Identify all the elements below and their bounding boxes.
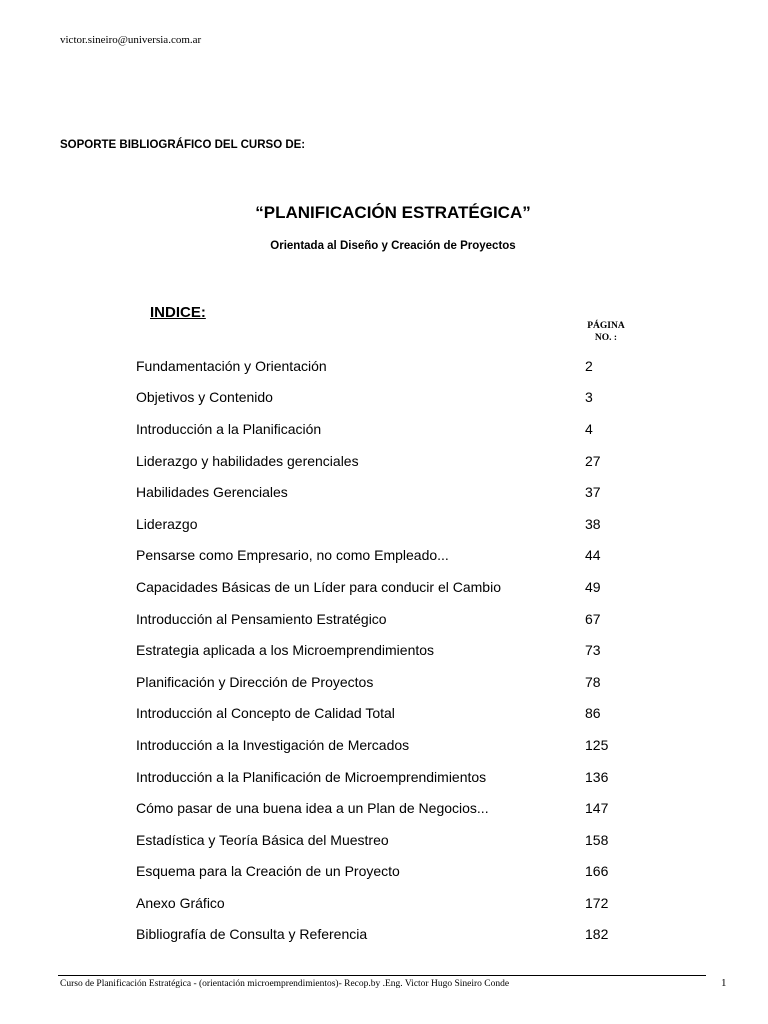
- toc-entry: [136, 856, 636, 888]
- toc-entry: [136, 698, 636, 730]
- toc-entry: [136, 445, 636, 477]
- author-email: victor.sineiro@universia.com.ar: [60, 34, 202, 46]
- toc-entry-title: Introducción a la Investigación de Mercados: [136, 736, 410, 753]
- toc-entry-page: 86: [585, 705, 601, 722]
- toc-entry: [136, 508, 636, 540]
- toc-entry-page: 172: [585, 894, 609, 911]
- toc-entry: [136, 350, 636, 382]
- support-heading: SOPORTE BIBLIOGRÁFICO DEL CURSO DE:: [60, 139, 306, 151]
- page-number: 1: [721, 977, 727, 989]
- toc-entry-page: 67: [585, 610, 601, 627]
- toc-entry-page: 78: [585, 673, 601, 690]
- document-subtitle: Orientada al Diseño y Creación de Proyectos: [270, 240, 516, 252]
- toc-entry-title: Introducción al Pensamiento Estratégico: [136, 610, 387, 627]
- toc-entry-page: 3: [585, 389, 593, 406]
- toc-entry-title: Liderazgo: [136, 515, 198, 532]
- toc-entry: [136, 666, 636, 698]
- index-heading: INDICE:: [150, 304, 206, 321]
- toc-entry-title: Esquema para la Creación de un Proyecto: [136, 863, 400, 880]
- toc-entry-page: 2: [585, 357, 593, 374]
- toc-entry-title: Introducción a la Planificación de Microemprendimientos: [136, 768, 487, 785]
- toc-entry-title: Cómo pasar de una buena idea a un Plan de Negocios...: [136, 800, 489, 817]
- page-column-header: [574, 320, 638, 344]
- toc-entry-title: Estadística y Teoría Básica del Muestreo: [136, 831, 389, 848]
- toc-entry: [136, 382, 636, 414]
- document-title: “PLANIFICACIÓN ESTRATÉGICA”: [255, 203, 531, 222]
- toc-entry-title: Habilidades Gerenciales: [136, 484, 288, 501]
- toc-entry-page: 44: [585, 547, 601, 564]
- toc-entry-title: Bibliografía de Consulta y Referencia: [136, 926, 368, 943]
- toc-entry-title: Estrategia aplicada a los Microemprendimientos: [136, 642, 435, 659]
- toc-entry-title: Liderazgo y habilidades gerenciales: [136, 452, 359, 469]
- toc-entry: [136, 540, 636, 572]
- toc-entry: [136, 919, 636, 951]
- page-column-header-line2: NO. :: [594, 333, 618, 343]
- toc-entry-page: 147: [585, 800, 609, 817]
- toc-entry: [136, 413, 636, 445]
- toc-entry-page: 182: [585, 926, 609, 943]
- toc-entry-title: Anexo Gráfico: [136, 894, 225, 911]
- toc-entry-page: 4: [585, 420, 593, 437]
- toc-entry: [136, 887, 636, 919]
- footer-text: Curso de Planificación Estratégica - (orientación microemprendimientos)- Recop.by .Eng. Victor Hugo Sineiro Conde: [60, 979, 510, 989]
- toc-entry-title: Introducción a la Planificación: [136, 420, 322, 437]
- toc-entry: [136, 571, 636, 603]
- toc-entry: [136, 476, 636, 508]
- toc-entry-page: 37: [585, 484, 601, 501]
- toc-entry: [136, 761, 636, 793]
- page-column-header-line1: PÁGINA: [587, 321, 625, 331]
- toc-entry-page: 158: [585, 831, 609, 848]
- toc-entry-title: Capacidades Básicas de un Líder para conducir el Cambio: [136, 578, 501, 595]
- toc-entry: [136, 729, 636, 761]
- toc-entry-page: 166: [585, 863, 609, 880]
- toc-entry-page: 27: [585, 452, 601, 469]
- toc-entry-page: 38: [585, 515, 601, 532]
- toc-entry: [136, 634, 636, 666]
- table-of-contents: [136, 350, 636, 950]
- footer-divider: [58, 975, 706, 976]
- toc-entry: [136, 824, 636, 856]
- toc-entry-title: Pensarse como Empresario, no como Empleado...: [136, 547, 449, 564]
- toc-entry-page: 49: [585, 578, 601, 595]
- toc-entry: [136, 792, 636, 824]
- toc-entry-title: Introducción al Concepto de Calidad Total: [136, 705, 395, 722]
- toc-entry: [136, 603, 636, 635]
- toc-entry-title: Planificación y Dirección de Proyectos: [136, 673, 374, 690]
- toc-entry-page: 136: [585, 768, 609, 785]
- toc-entry-title: Objetivos y Contenido: [136, 389, 273, 406]
- toc-entry-title: Fundamentación y Orientación: [136, 357, 327, 374]
- toc-entry-page: 73: [585, 642, 601, 659]
- toc-entry-page: 125: [585, 736, 609, 753]
